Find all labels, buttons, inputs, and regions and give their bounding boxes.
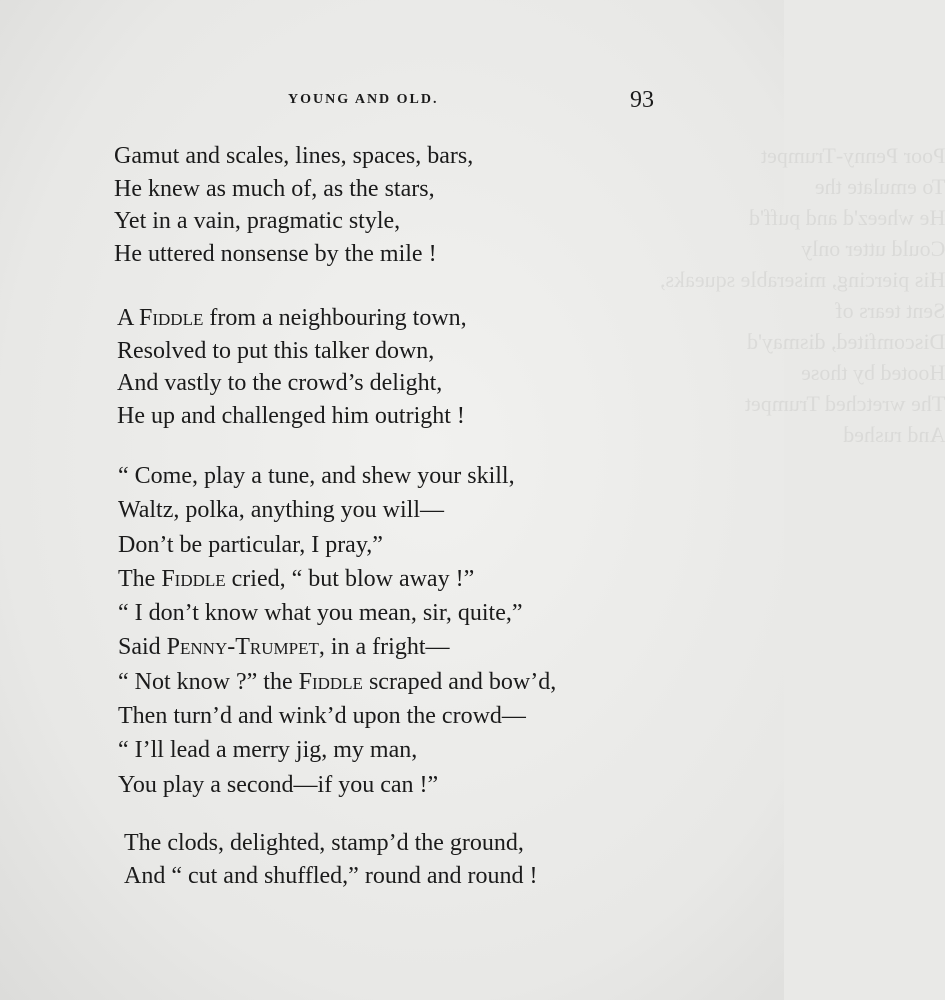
stanza-3 <box>118 459 556 802</box>
line-text: The <box>118 565 162 592</box>
poem-line <box>118 562 556 596</box>
poem-line <box>118 665 556 699</box>
page-number: 93 <box>630 87 654 113</box>
poem-line: He uttered nonsense by the mile ! <box>114 240 437 267</box>
poem-line: And “ cut and shuffled,” round and round ! <box>124 862 538 889</box>
poem-line: You play a second—if you can !” <box>118 771 439 798</box>
running-head: YOUNG AND OLD. <box>288 92 439 107</box>
line-text: cried, “ but blow away !” <box>225 565 475 592</box>
stanza-4 <box>124 827 537 892</box>
poem-line: Don’t be particular, I pray,” <box>118 531 383 558</box>
poem-line: And vastly to the crowd’s delight, <box>117 370 443 396</box>
poem-line: “ I’ll lead a merry jig, my man, <box>118 737 418 764</box>
bleed-through-text: Poor Penny-Trumpet To emulate the He wheez'd and puff'd Could utter only His piercing, miserable squeaks, Sent tears of Discomfited, dismay'd Hooted by those The wretched Trumpet And rushed <box>660 143 945 447</box>
small-caps-name: Penny-Trumpet <box>166 634 319 661</box>
poem-line <box>118 630 556 664</box>
poem-line: Yet in a vain, pragmatic style, <box>114 208 401 234</box>
small-caps-name: Fiddle <box>139 305 204 331</box>
line-text: , in a fright— <box>318 634 450 661</box>
stanza-1 <box>114 140 473 270</box>
small-caps-name: Fiddle <box>298 668 363 695</box>
line-text: Said <box>118 634 167 661</box>
line-text: “ Not know ?” the <box>118 668 299 695</box>
poem-line: The clods, delighted, stamp’d the ground, <box>124 830 524 856</box>
line-text: A <box>117 305 140 331</box>
poem-line: Then turn’d and wink’d upon the crowd— <box>118 703 526 730</box>
poem-line: “ I don’t know what you mean, sir, quite,” <box>118 600 523 627</box>
poem-line: Gamut and scales, lines, spaces, bars, <box>114 143 474 169</box>
poem-line <box>117 302 467 335</box>
poem-line: Resolved to put this talker down, <box>117 337 435 364</box>
poem-line: He up and challenged him outright ! <box>117 402 465 429</box>
poem-line: Waltz, polka, anything you will— <box>118 497 445 524</box>
line-text: from a neighbouring town, <box>203 305 467 331</box>
line-text: scraped and bow’d, <box>362 668 557 695</box>
stanza-2 <box>117 302 467 432</box>
small-caps-name: Fiddle <box>161 565 226 592</box>
poem-line: “ Come, play a tune, and shew your skill, <box>118 463 515 489</box>
poem-line: He knew as much of, as the stars, <box>114 175 435 202</box>
